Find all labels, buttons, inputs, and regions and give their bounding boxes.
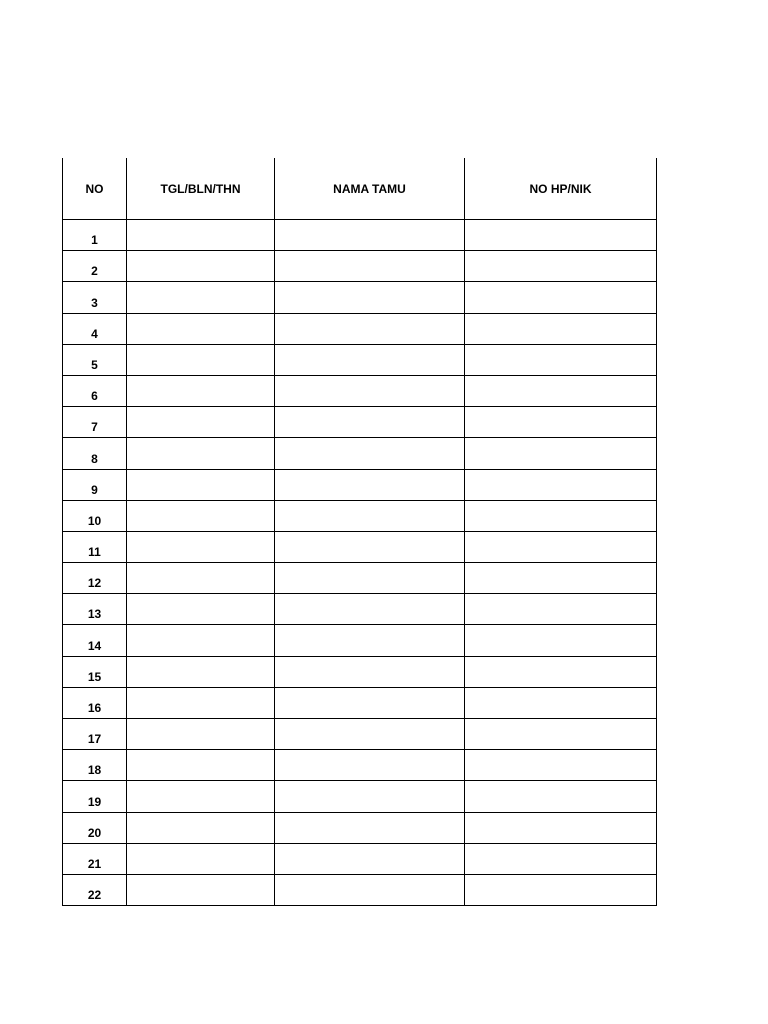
table-row [63, 563, 657, 594]
table-row [63, 500, 657, 531]
phone-nik-cell[interactable] [465, 313, 657, 344]
table-row [63, 656, 657, 687]
row-number: 11 [63, 531, 127, 562]
guest-name-cell[interactable] [275, 812, 465, 843]
guest-name-cell[interactable] [275, 220, 465, 251]
date-cell[interactable] [127, 719, 275, 750]
phone-nik-cell[interactable] [465, 344, 657, 375]
row-number: 18 [63, 750, 127, 781]
guest-name-cell[interactable] [275, 656, 465, 687]
row-number: 14 [63, 625, 127, 656]
row-number: 4 [63, 313, 127, 344]
table-row [63, 375, 657, 406]
guest-name-cell[interactable] [275, 719, 465, 750]
guest-name-cell[interactable] [275, 469, 465, 500]
guest-name-cell[interactable] [275, 563, 465, 594]
date-cell[interactable] [127, 375, 275, 406]
table-row [63, 719, 657, 750]
date-cell[interactable] [127, 594, 275, 625]
date-cell[interactable] [127, 220, 275, 251]
row-number: 3 [63, 282, 127, 313]
row-number: 13 [63, 594, 127, 625]
guest-name-cell[interactable] [275, 438, 465, 469]
date-cell[interactable] [127, 282, 275, 313]
guest-name-cell[interactable] [275, 407, 465, 438]
phone-nik-cell[interactable] [465, 874, 657, 905]
date-cell[interactable] [127, 874, 275, 905]
table-row [63, 687, 657, 718]
phone-nik-cell[interactable] [465, 594, 657, 625]
guest-name-cell[interactable] [275, 313, 465, 344]
phone-nik-cell[interactable] [465, 469, 657, 500]
date-cell[interactable] [127, 500, 275, 531]
guest-name-cell[interactable] [275, 531, 465, 562]
header-phone-nik: NO HP/NIK [465, 158, 657, 220]
phone-nik-cell[interactable] [465, 719, 657, 750]
table-row [63, 781, 657, 812]
table-row [63, 407, 657, 438]
row-number: 22 [63, 874, 127, 905]
row-number: 21 [63, 843, 127, 874]
phone-nik-cell[interactable] [465, 843, 657, 874]
table-row [63, 282, 657, 313]
date-cell[interactable] [127, 251, 275, 282]
date-cell[interactable] [127, 656, 275, 687]
table-row [63, 594, 657, 625]
phone-nik-cell[interactable] [465, 220, 657, 251]
table-header-row [63, 158, 657, 220]
guest-name-cell[interactable] [275, 251, 465, 282]
date-cell[interactable] [127, 531, 275, 562]
table-row [63, 251, 657, 282]
date-cell[interactable] [127, 407, 275, 438]
table-row [63, 220, 657, 251]
date-cell[interactable] [127, 625, 275, 656]
phone-nik-cell[interactable] [465, 750, 657, 781]
table-row [63, 469, 657, 500]
date-cell[interactable] [127, 563, 275, 594]
date-cell[interactable] [127, 687, 275, 718]
table-row [63, 843, 657, 874]
guest-name-cell[interactable] [275, 375, 465, 406]
phone-nik-cell[interactable] [465, 812, 657, 843]
row-number: 6 [63, 375, 127, 406]
phone-nik-cell[interactable] [465, 438, 657, 469]
table-row [63, 438, 657, 469]
guest-name-cell[interactable] [275, 282, 465, 313]
phone-nik-cell[interactable] [465, 656, 657, 687]
table-row [63, 625, 657, 656]
guest-name-cell[interactable] [275, 594, 465, 625]
table-row [63, 531, 657, 562]
guest-name-cell[interactable] [275, 500, 465, 531]
guest-name-cell[interactable] [275, 687, 465, 718]
guest-book-sheet [62, 158, 656, 906]
guest-name-cell[interactable] [275, 781, 465, 812]
date-cell[interactable] [127, 781, 275, 812]
row-number: 10 [63, 500, 127, 531]
row-number: 16 [63, 687, 127, 718]
guest-name-cell[interactable] [275, 625, 465, 656]
row-number: 15 [63, 656, 127, 687]
row-number: 9 [63, 469, 127, 500]
date-cell[interactable] [127, 344, 275, 375]
table-row [63, 812, 657, 843]
date-cell[interactable] [127, 812, 275, 843]
date-cell[interactable] [127, 469, 275, 500]
phone-nik-cell[interactable] [465, 687, 657, 718]
guest-name-cell[interactable] [275, 750, 465, 781]
row-number: 2 [63, 251, 127, 282]
phone-nik-cell[interactable] [465, 531, 657, 562]
row-number: 17 [63, 719, 127, 750]
phone-nik-cell[interactable] [465, 500, 657, 531]
table-body [63, 220, 657, 906]
guest-name-cell[interactable] [275, 344, 465, 375]
phone-nik-cell[interactable] [465, 563, 657, 594]
date-cell[interactable] [127, 843, 275, 874]
table-row [63, 874, 657, 905]
header-guest-name: NAMA TAMU [275, 158, 465, 220]
date-cell[interactable] [127, 750, 275, 781]
date-cell[interactable] [127, 313, 275, 344]
date-cell[interactable] [127, 438, 275, 469]
guest-name-cell[interactable] [275, 874, 465, 905]
table-row [63, 344, 657, 375]
row-number: 1 [63, 220, 127, 251]
row-number: 7 [63, 407, 127, 438]
phone-nik-cell[interactable] [465, 625, 657, 656]
phone-nik-cell[interactable] [465, 407, 657, 438]
table-row [63, 313, 657, 344]
phone-nik-cell[interactable] [465, 282, 657, 313]
guest-name-cell[interactable] [275, 843, 465, 874]
row-number: 5 [63, 344, 127, 375]
header-date: TGL/BLN/THN [127, 158, 275, 220]
row-number: 20 [63, 812, 127, 843]
guest-book-table [62, 158, 657, 906]
table-row [63, 750, 657, 781]
phone-nik-cell[interactable] [465, 251, 657, 282]
row-number: 12 [63, 563, 127, 594]
phone-nik-cell[interactable] [465, 781, 657, 812]
header-no: NO [63, 158, 127, 220]
row-number: 8 [63, 438, 127, 469]
phone-nik-cell[interactable] [465, 375, 657, 406]
row-number: 19 [63, 781, 127, 812]
